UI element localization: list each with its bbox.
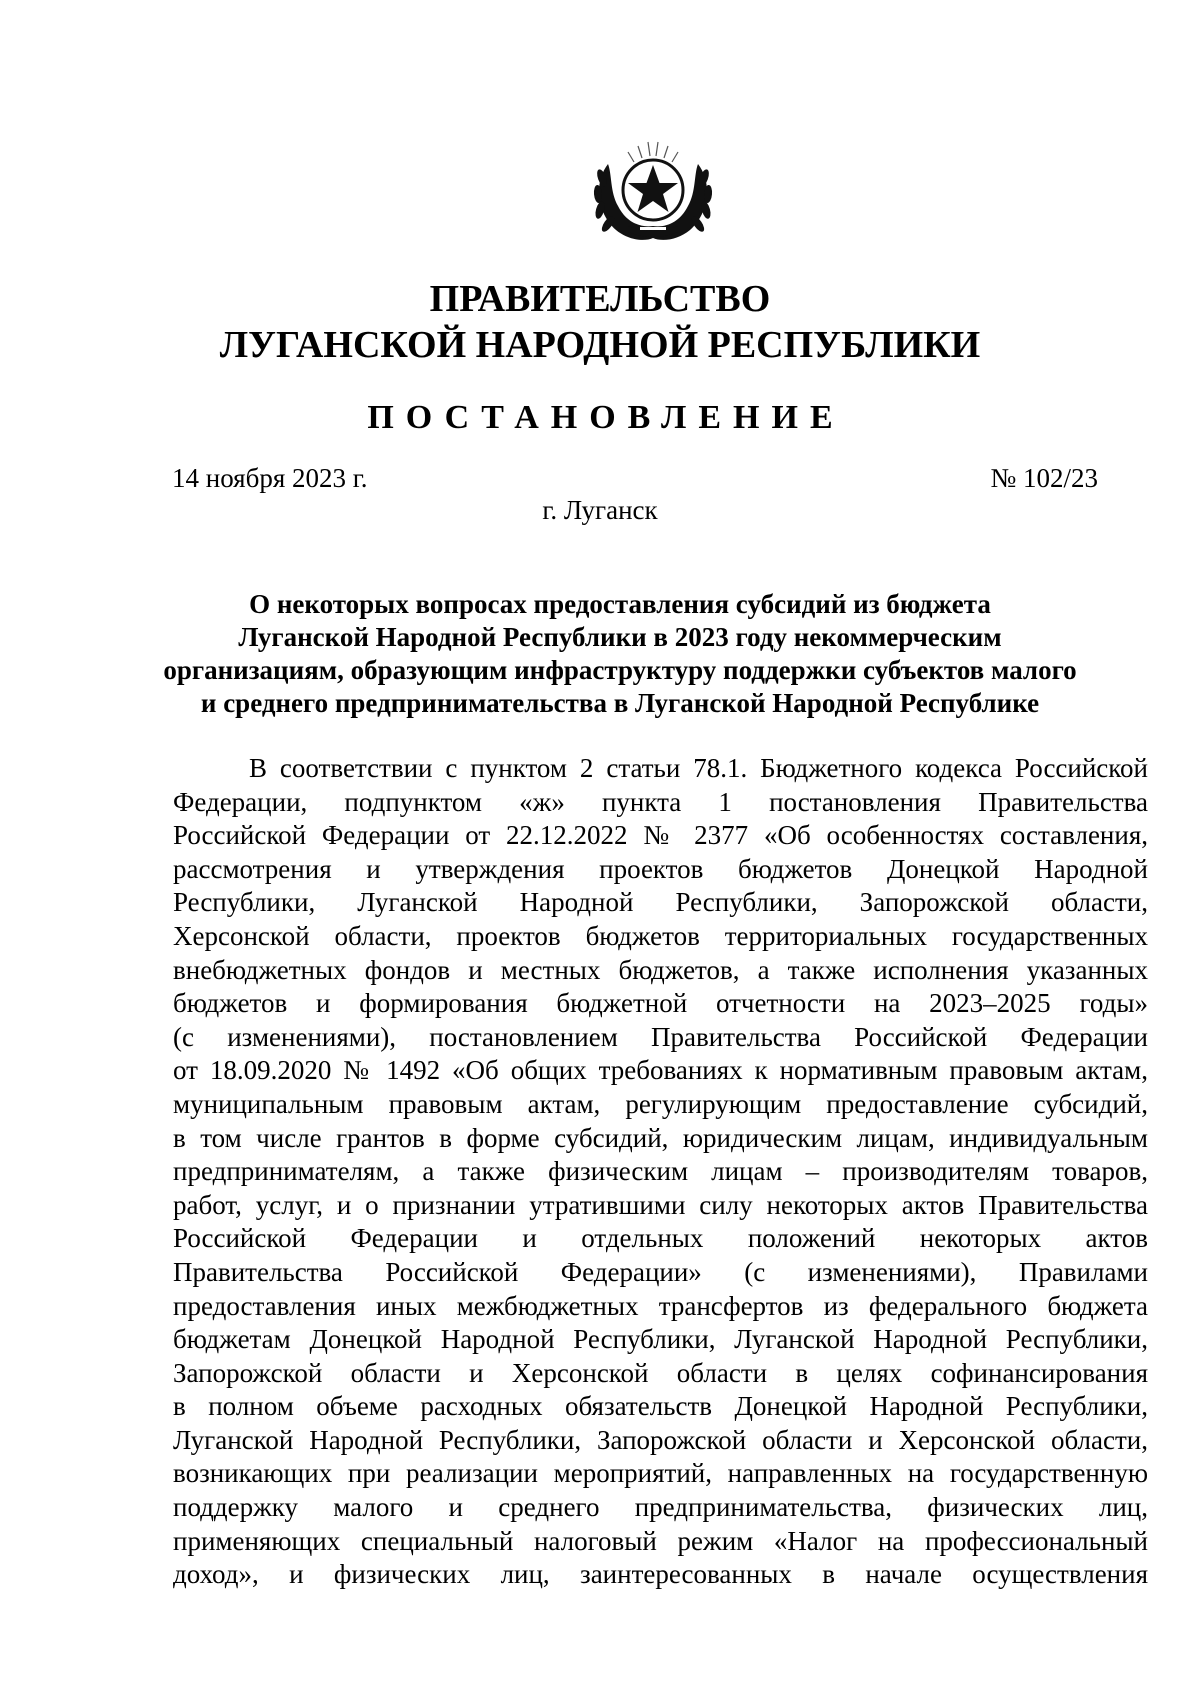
body-line: рассмотрения и утверждения проектов бюджетов Донецкой Народной: [173, 853, 1148, 884]
body-line: В соответствии с пунктом 2 статьи 78.1. Бюджетного кодекса Российской: [249, 753, 1148, 783]
document-body: [173, 752, 1148, 1592]
body-line: доход», и физических лиц, заинтересованных в начале осуществления: [173, 1559, 1148, 1590]
document-subject: [150, 588, 1090, 720]
government-name-line1: ПРАВИТЕЛЬСТВО: [429, 278, 771, 320]
subject-line: организациям, образующим инфраструктуру поддержки субъектов малого: [163, 655, 1077, 685]
body-line: Запорожской области и Херсонской области в целях софинансирования: [173, 1357, 1148, 1388]
document-city: г. Луганск: [542, 495, 658, 525]
body-line: применяющих специальный налоговый режим «Налог на профессиональный: [173, 1525, 1148, 1556]
body-line: (с изменениями), постановлением Правительства Российской Федерации: [173, 1021, 1148, 1052]
body-line: предоставления иных межбюджетных трансфертов из федерального бюджета: [173, 1290, 1148, 1321]
document-type: ПОСТАНОВЛЕНИЕ: [367, 399, 845, 436]
body-line: муниципальным правовым актам, регулирующим предоставление субсидий,: [173, 1088, 1148, 1119]
body-line: работ, услуг, и о признании утратившими силу некоторых актов Правительства: [173, 1189, 1148, 1220]
body-line: в полном объеме расходных обязательств Донецкой Народной Республики,: [173, 1391, 1148, 1422]
body-line: от 18.09.2020 № 1492 «Об общих требованиях к нормативным правовым актам,: [173, 1055, 1148, 1086]
body-line: предпринимателям, а также физическим лицам – производителям товаров,: [173, 1156, 1148, 1187]
body-line: Республики, Луганской Народной Республики, Запорожской области,: [173, 887, 1148, 918]
body-line: Российской Федерации от 22.12.2022 № 2377 «Об особенностях составления,: [173, 820, 1148, 851]
document-number: № 102/23: [990, 463, 1098, 493]
body-line: Федерации, подпунктом «ж» пункта 1 постановления Правительства: [173, 786, 1148, 817]
body-line: Российской Федерации и отдельных положений некоторых актов: [173, 1223, 1148, 1254]
subject-line: О некоторых вопросах предоставления субсидий из бюджета: [249, 589, 991, 619]
subject-line: и среднего предпринимательства в Луганской Народной Республике: [200, 688, 1040, 718]
coat-of-arms-icon: [588, 134, 718, 246]
body-line: в том числе грантов в форме субсидий, юридическим лицам, индивидуальным: [173, 1122, 1148, 1153]
body-line: возникающих при реализации мероприятий, направленных на государственную: [173, 1458, 1148, 1489]
body-line: Херсонской области, проектов бюджетов территориальных государственных: [173, 920, 1148, 951]
body-line: Правительства Российской Федерации» (с изменениями), Правилами: [173, 1256, 1148, 1287]
body-line: внебюджетных фондов и местных бюджетов, а также исполнения указанных: [173, 954, 1148, 985]
subject-line: Луганской Народной Республики в 2023 году некоммерческим: [238, 622, 1002, 652]
body-line: бюджетов и формирования бюджетной отчетности на 2023–2025 годы»: [173, 988, 1148, 1019]
body-line: поддержку малого и среднего предпринимательства, физических лиц,: [173, 1492, 1148, 1523]
government-name-line2: ЛУГАНСКОЙ НАРОДНОЙ РЕСПУБЛИКИ: [219, 324, 981, 366]
document-date: 14 ноября 2023 г.: [172, 463, 368, 493]
body-line: Луганской Народной Республики, Запорожской области и Херсонской области,: [173, 1424, 1148, 1455]
body-line: бюджетам Донецкой Народной Республики, Луганской Народной Республики,: [173, 1324, 1148, 1355]
